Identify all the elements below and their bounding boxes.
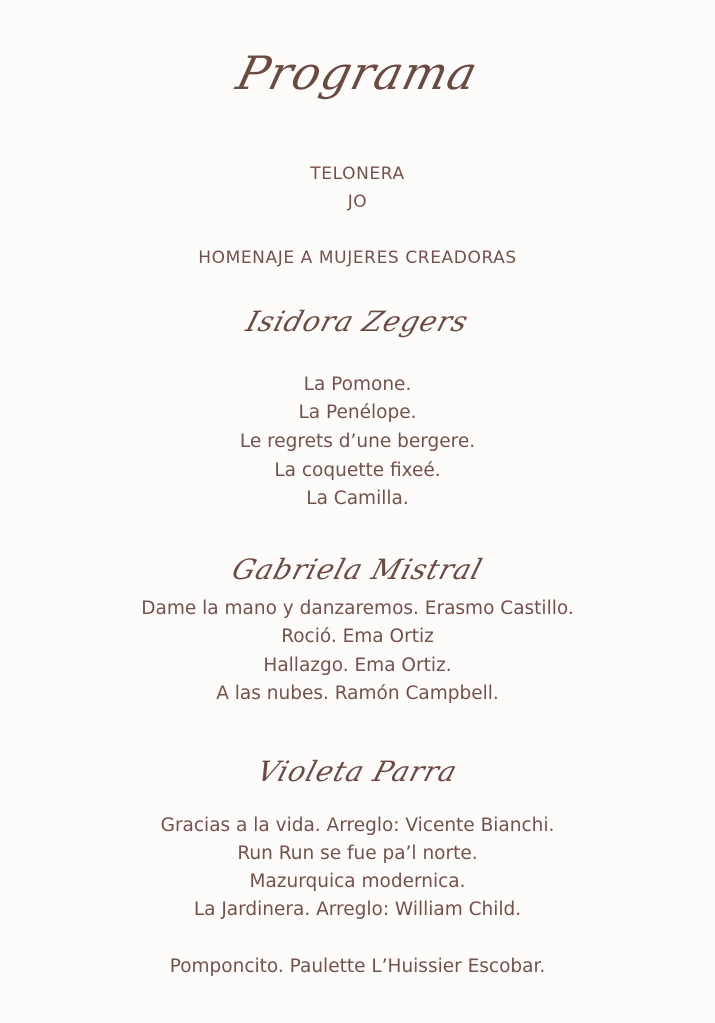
opening-label: TELONERA	[310, 164, 405, 184]
composer-heading-gabriela-mistral: Gabriela Mistral	[228, 553, 487, 586]
piece-line: A las nubes. Ramón Campbell.	[216, 683, 499, 704]
composer-heading-violeta-parra: Violeta Parra	[253, 755, 462, 788]
program-title: Programa	[231, 46, 484, 100]
composer-heading-isidora-zegers: Isidora Zegers	[242, 305, 473, 338]
piece-line: Dame la mano y danzaremos. Erasmo Castillo.	[141, 598, 574, 619]
piece-line: Le regrets d’une bergere.	[239, 431, 476, 452]
piece-line: La coquette fixeé.	[274, 460, 441, 481]
piece-line: Roció. Ema Ortiz	[281, 626, 434, 647]
piece-line: Run Run se fue pa’l norte.	[237, 843, 478, 864]
piece-line: La Pomone.	[303, 374, 412, 395]
piece-line: La Camilla.	[306, 488, 409, 509]
opening-performer: JO	[347, 192, 368, 212]
piece-line: Hallazgo. Ema Ortiz.	[263, 655, 452, 676]
piece-line: Mazurquica modernica.	[249, 871, 466, 892]
tribute-heading: HOMENAJE A MUJERES CREADORAS	[198, 248, 517, 268]
piece-line: La Penélope.	[298, 402, 417, 423]
closing-piece: Pomponcito. Paulette L’Huissier Escobar.	[169, 956, 546, 977]
piece-line: Gracias a la vida. Arreglo: Vicente Bianchi.	[160, 815, 555, 836]
piece-line: La Jardinera. Arreglo: William Child.	[193, 899, 522, 920]
